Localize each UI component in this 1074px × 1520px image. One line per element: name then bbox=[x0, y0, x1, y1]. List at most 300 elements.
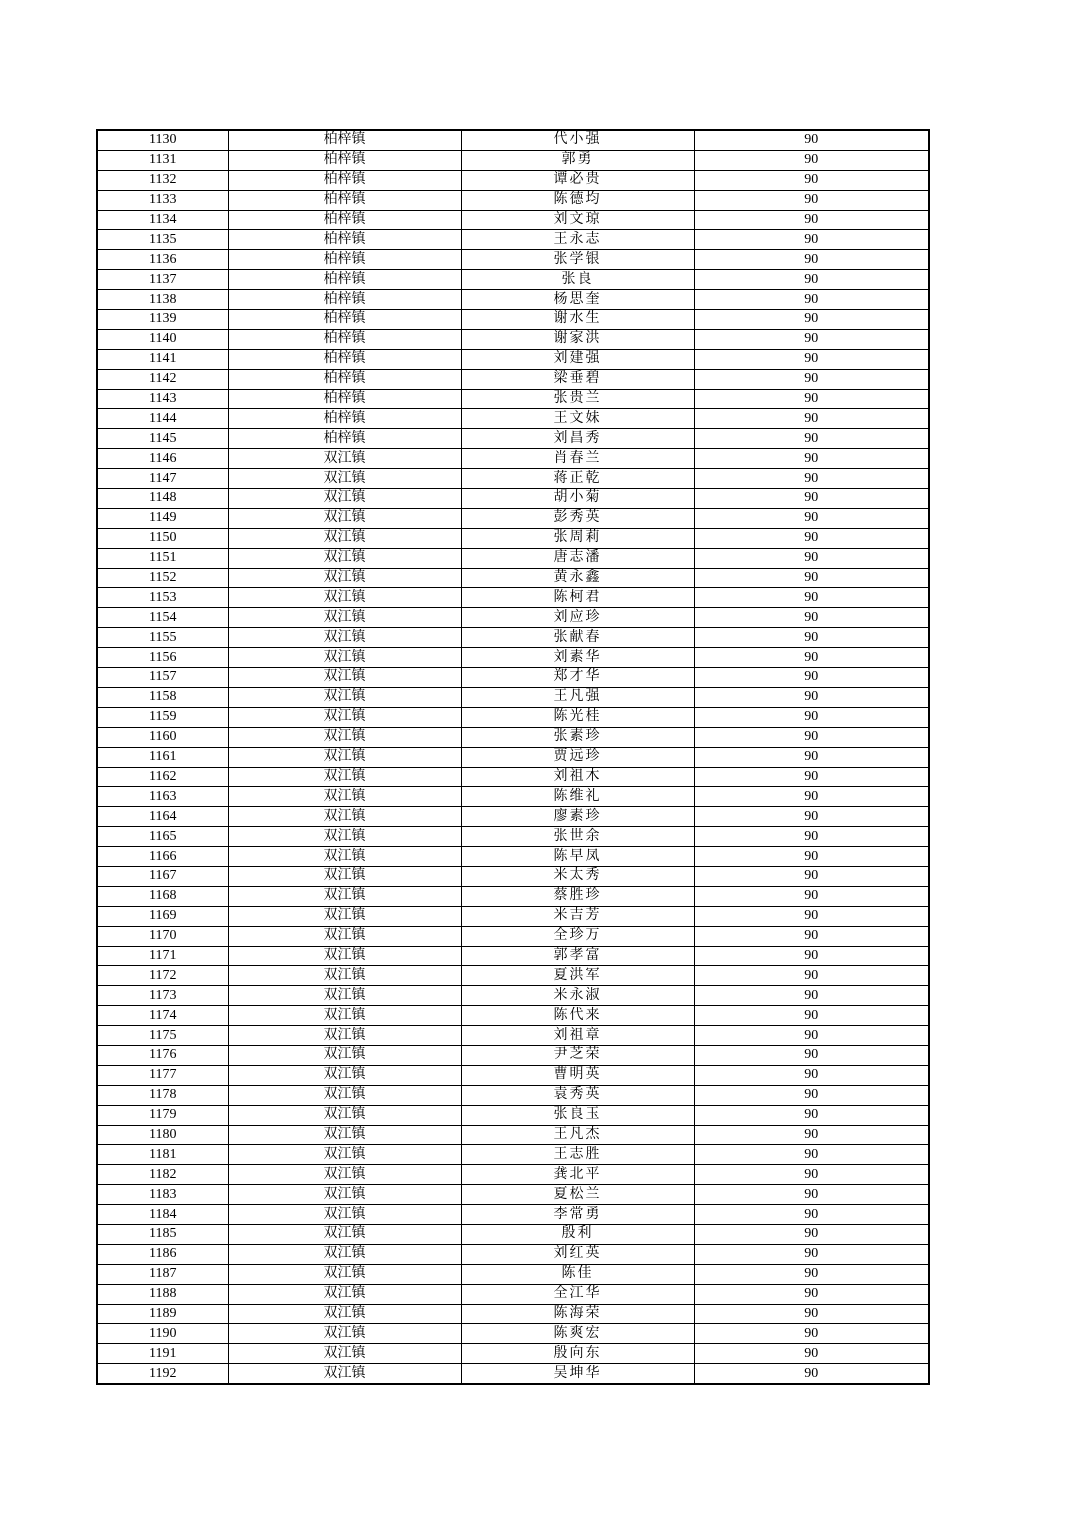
cell-town: 双江镇 bbox=[228, 1244, 461, 1264]
cell-score: 90 bbox=[694, 230, 929, 250]
cell-number: 1171 bbox=[97, 946, 228, 966]
table-row bbox=[97, 528, 929, 548]
cell-town: 双江镇 bbox=[228, 1304, 461, 1324]
table-row bbox=[97, 588, 929, 608]
cell-score: 90 bbox=[694, 469, 929, 489]
cell-number: 1185 bbox=[97, 1224, 228, 1244]
table-row bbox=[97, 668, 929, 688]
cell-town: 柏梓镇 bbox=[228, 369, 461, 389]
cell-person-name: 殷利 bbox=[461, 1224, 694, 1244]
cell-score: 90 bbox=[694, 767, 929, 787]
table-row bbox=[97, 1145, 929, 1165]
cell-score: 90 bbox=[694, 807, 929, 827]
table-row bbox=[97, 449, 929, 469]
cell-number: 1148 bbox=[97, 489, 228, 509]
cell-score: 90 bbox=[694, 1185, 929, 1205]
cell-town: 双江镇 bbox=[228, 1045, 461, 1065]
cell-town: 双江镇 bbox=[228, 926, 461, 946]
cell-town: 双江镇 bbox=[228, 469, 461, 489]
cell-number: 1182 bbox=[97, 1165, 228, 1185]
data-table bbox=[96, 129, 930, 1385]
cell-person-name: 陈佳 bbox=[461, 1264, 694, 1284]
table-row bbox=[97, 687, 929, 707]
cell-person-name: 梁垂碧 bbox=[461, 369, 694, 389]
cell-number: 1152 bbox=[97, 568, 228, 588]
cell-town: 双江镇 bbox=[228, 548, 461, 568]
cell-person-name: 王永志 bbox=[461, 230, 694, 250]
cell-town: 柏梓镇 bbox=[228, 250, 461, 270]
cell-number: 1145 bbox=[97, 429, 228, 449]
cell-number: 1174 bbox=[97, 1006, 228, 1026]
cell-score: 90 bbox=[694, 250, 929, 270]
table-row bbox=[97, 1205, 929, 1225]
table-row bbox=[97, 926, 929, 946]
cell-number: 1170 bbox=[97, 926, 228, 946]
cell-person-name: 谢水生 bbox=[461, 310, 694, 330]
table-row bbox=[97, 568, 929, 588]
cell-number: 1179 bbox=[97, 1105, 228, 1125]
cell-person-name: 张学银 bbox=[461, 250, 694, 270]
cell-number: 1191 bbox=[97, 1344, 228, 1364]
table-row bbox=[97, 250, 929, 270]
cell-number: 1186 bbox=[97, 1244, 228, 1264]
cell-town: 柏梓镇 bbox=[228, 150, 461, 170]
cell-score: 90 bbox=[694, 389, 929, 409]
cell-town: 双江镇 bbox=[228, 767, 461, 787]
cell-number: 1151 bbox=[97, 548, 228, 568]
cell-number: 1141 bbox=[97, 349, 228, 369]
cell-town: 双江镇 bbox=[228, 628, 461, 648]
cell-number: 1178 bbox=[97, 1085, 228, 1105]
cell-town: 双江镇 bbox=[228, 1125, 461, 1145]
cell-person-name: 刘建强 bbox=[461, 349, 694, 369]
cell-score: 90 bbox=[694, 1125, 929, 1145]
table-row bbox=[97, 290, 929, 310]
cell-score: 90 bbox=[694, 906, 929, 926]
cell-number: 1177 bbox=[97, 1065, 228, 1085]
cell-number: 1162 bbox=[97, 767, 228, 787]
cell-town: 柏梓镇 bbox=[228, 409, 461, 429]
table-row bbox=[97, 1105, 929, 1125]
cell-score: 90 bbox=[694, 548, 929, 568]
table-row bbox=[97, 866, 929, 886]
cell-person-name: 蒋正乾 bbox=[461, 469, 694, 489]
cell-number: 1188 bbox=[97, 1284, 228, 1304]
cell-score: 90 bbox=[694, 429, 929, 449]
table-row bbox=[97, 190, 929, 210]
cell-score: 90 bbox=[694, 528, 929, 548]
table-row bbox=[97, 389, 929, 409]
cell-person-name: 陈维礼 bbox=[461, 787, 694, 807]
cell-number: 1131 bbox=[97, 150, 228, 170]
table-row bbox=[97, 847, 929, 867]
table-row bbox=[97, 1264, 929, 1284]
cell-score: 90 bbox=[694, 1026, 929, 1046]
cell-town: 双江镇 bbox=[228, 608, 461, 628]
cell-number: 1172 bbox=[97, 966, 228, 986]
cell-person-name: 全江华 bbox=[461, 1284, 694, 1304]
cell-town: 双江镇 bbox=[228, 1006, 461, 1026]
cell-score: 90 bbox=[694, 588, 929, 608]
cell-score: 90 bbox=[694, 1105, 929, 1125]
cell-score: 90 bbox=[694, 926, 929, 946]
cell-score: 90 bbox=[694, 648, 929, 668]
table-row bbox=[97, 170, 929, 190]
cell-person-name: 胡小菊 bbox=[461, 489, 694, 509]
cell-person-name: 袁秀英 bbox=[461, 1085, 694, 1105]
cell-number: 1190 bbox=[97, 1324, 228, 1344]
cell-town: 柏梓镇 bbox=[228, 130, 461, 150]
table-row bbox=[97, 707, 929, 727]
cell-number: 1134 bbox=[97, 210, 228, 230]
cell-town: 柏梓镇 bbox=[228, 170, 461, 190]
cell-score: 90 bbox=[694, 1165, 929, 1185]
cell-score: 90 bbox=[694, 210, 929, 230]
cell-number: 1136 bbox=[97, 250, 228, 270]
table-row bbox=[97, 230, 929, 250]
cell-town: 柏梓镇 bbox=[228, 389, 461, 409]
cell-town: 双江镇 bbox=[228, 946, 461, 966]
cell-score: 90 bbox=[694, 787, 929, 807]
cell-person-name: 唐志潘 bbox=[461, 548, 694, 568]
cell-number: 1168 bbox=[97, 886, 228, 906]
cell-score: 90 bbox=[694, 1205, 929, 1225]
cell-person-name: 米吉芳 bbox=[461, 906, 694, 926]
table-row bbox=[97, 1006, 929, 1026]
cell-score: 90 bbox=[694, 946, 929, 966]
table-row bbox=[97, 946, 929, 966]
cell-number: 1143 bbox=[97, 389, 228, 409]
cell-score: 90 bbox=[694, 1324, 929, 1344]
cell-score: 90 bbox=[694, 727, 929, 747]
cell-town: 双江镇 bbox=[228, 1085, 461, 1105]
cell-number: 1166 bbox=[97, 847, 228, 867]
cell-person-name: 郑才华 bbox=[461, 668, 694, 688]
table-row bbox=[97, 966, 929, 986]
cell-town: 双江镇 bbox=[228, 1324, 461, 1344]
cell-person-name: 刘素华 bbox=[461, 648, 694, 668]
cell-score: 90 bbox=[694, 409, 929, 429]
cell-number: 1154 bbox=[97, 608, 228, 628]
cell-town: 双江镇 bbox=[228, 668, 461, 688]
table-row bbox=[97, 747, 929, 767]
table-row bbox=[97, 310, 929, 330]
cell-person-name: 王文妹 bbox=[461, 409, 694, 429]
cell-number: 1135 bbox=[97, 230, 228, 250]
cell-town: 双江镇 bbox=[228, 1165, 461, 1185]
cell-score: 90 bbox=[694, 1045, 929, 1065]
cell-person-name: 张良 bbox=[461, 270, 694, 290]
cell-score: 90 bbox=[694, 349, 929, 369]
cell-person-name: 陈早凤 bbox=[461, 847, 694, 867]
cell-person-name: 米永淑 bbox=[461, 986, 694, 1006]
cell-person-name: 张周莉 bbox=[461, 528, 694, 548]
cell-number: 1157 bbox=[97, 668, 228, 688]
cell-score: 90 bbox=[694, 827, 929, 847]
cell-score: 90 bbox=[694, 886, 929, 906]
cell-number: 1137 bbox=[97, 270, 228, 290]
cell-person-name: 张贵兰 bbox=[461, 389, 694, 409]
cell-score: 90 bbox=[694, 270, 929, 290]
table-row bbox=[97, 628, 929, 648]
cell-person-name: 刘祖章 bbox=[461, 1026, 694, 1046]
cell-town: 双江镇 bbox=[228, 747, 461, 767]
table-row bbox=[97, 270, 929, 290]
cell-number: 1130 bbox=[97, 130, 228, 150]
table-row bbox=[97, 508, 929, 528]
cell-number: 1183 bbox=[97, 1185, 228, 1205]
table-row bbox=[97, 409, 929, 429]
cell-score: 90 bbox=[694, 608, 929, 628]
cell-town: 柏梓镇 bbox=[228, 290, 461, 310]
table-row bbox=[97, 986, 929, 1006]
cell-person-name: 彭秀英 bbox=[461, 508, 694, 528]
cell-town: 柏梓镇 bbox=[228, 230, 461, 250]
cell-person-name: 谢家洪 bbox=[461, 329, 694, 349]
cell-person-name: 张世余 bbox=[461, 827, 694, 847]
cell-score: 90 bbox=[694, 747, 929, 767]
cell-town: 双江镇 bbox=[228, 1224, 461, 1244]
cell-score: 90 bbox=[694, 310, 929, 330]
cell-number: 1173 bbox=[97, 986, 228, 1006]
cell-number: 1176 bbox=[97, 1045, 228, 1065]
table-row bbox=[97, 150, 929, 170]
cell-person-name: 郭孝富 bbox=[461, 946, 694, 966]
table-row bbox=[97, 1364, 929, 1384]
cell-score: 90 bbox=[694, 1006, 929, 1026]
cell-town: 双江镇 bbox=[228, 1105, 461, 1125]
cell-score: 90 bbox=[694, 1065, 929, 1085]
cell-person-name: 刘应珍 bbox=[461, 608, 694, 628]
table-row bbox=[97, 329, 929, 349]
cell-person-name: 米太秀 bbox=[461, 866, 694, 886]
cell-person-name: 刘昌秀 bbox=[461, 429, 694, 449]
cell-score: 90 bbox=[694, 1304, 929, 1324]
cell-town: 柏梓镇 bbox=[228, 310, 461, 330]
cell-town: 双江镇 bbox=[228, 588, 461, 608]
table-row bbox=[97, 429, 929, 449]
cell-person-name: 谭必贵 bbox=[461, 170, 694, 190]
cell-number: 1167 bbox=[97, 866, 228, 886]
cell-score: 90 bbox=[694, 489, 929, 509]
cell-person-name: 代小强 bbox=[461, 130, 694, 150]
cell-score: 90 bbox=[694, 668, 929, 688]
cell-score: 90 bbox=[694, 1145, 929, 1165]
table-row bbox=[97, 807, 929, 827]
cell-person-name: 王凡强 bbox=[461, 687, 694, 707]
table-row bbox=[97, 349, 929, 369]
table-row bbox=[97, 1125, 929, 1145]
cell-person-name: 贾远珍 bbox=[461, 747, 694, 767]
cell-person-name: 夏松兰 bbox=[461, 1185, 694, 1205]
cell-town: 双江镇 bbox=[228, 1364, 461, 1384]
cell-person-name: 夏洪军 bbox=[461, 966, 694, 986]
cell-number: 1158 bbox=[97, 687, 228, 707]
cell-town: 双江镇 bbox=[228, 1264, 461, 1284]
cell-score: 90 bbox=[694, 130, 929, 150]
cell-score: 90 bbox=[694, 1244, 929, 1264]
table-row bbox=[97, 1284, 929, 1304]
cell-number: 1184 bbox=[97, 1205, 228, 1225]
table-row bbox=[97, 1324, 929, 1344]
cell-town: 双江镇 bbox=[228, 648, 461, 668]
cell-town: 双江镇 bbox=[228, 1065, 461, 1085]
cell-town: 柏梓镇 bbox=[228, 329, 461, 349]
cell-number: 1156 bbox=[97, 648, 228, 668]
cell-number: 1187 bbox=[97, 1264, 228, 1284]
table-row bbox=[97, 469, 929, 489]
cell-town: 双江镇 bbox=[228, 568, 461, 588]
table-row bbox=[97, 906, 929, 926]
table-row bbox=[97, 727, 929, 747]
cell-score: 90 bbox=[694, 1264, 929, 1284]
cell-score: 90 bbox=[694, 150, 929, 170]
cell-score: 90 bbox=[694, 1085, 929, 1105]
cell-town: 双江镇 bbox=[228, 449, 461, 469]
table-row bbox=[97, 1085, 929, 1105]
table-row bbox=[97, 1045, 929, 1065]
cell-person-name: 龚北平 bbox=[461, 1165, 694, 1185]
cell-score: 90 bbox=[694, 329, 929, 349]
cell-person-name: 陈爽宏 bbox=[461, 1324, 694, 1344]
cell-score: 90 bbox=[694, 369, 929, 389]
cell-town: 双江镇 bbox=[228, 489, 461, 509]
cell-number: 1144 bbox=[97, 409, 228, 429]
table-row bbox=[97, 548, 929, 568]
cell-town: 双江镇 bbox=[228, 1205, 461, 1225]
cell-town: 双江镇 bbox=[228, 966, 461, 986]
cell-person-name: 陈柯君 bbox=[461, 588, 694, 608]
cell-score: 90 bbox=[694, 508, 929, 528]
cell-person-name: 廖素珍 bbox=[461, 807, 694, 827]
table-row bbox=[97, 827, 929, 847]
cell-person-name: 郭勇 bbox=[461, 150, 694, 170]
cell-town: 双江镇 bbox=[228, 847, 461, 867]
cell-number: 1192 bbox=[97, 1364, 228, 1384]
cell-person-name: 张献春 bbox=[461, 628, 694, 648]
cell-town: 柏梓镇 bbox=[228, 270, 461, 290]
cell-number: 1165 bbox=[97, 827, 228, 847]
cell-town: 柏梓镇 bbox=[228, 349, 461, 369]
cell-town: 双江镇 bbox=[228, 727, 461, 747]
cell-number: 1146 bbox=[97, 449, 228, 469]
cell-person-name: 陈光桂 bbox=[461, 707, 694, 727]
cell-number: 1149 bbox=[97, 508, 228, 528]
table-body bbox=[97, 130, 929, 1384]
cell-person-name: 陈德均 bbox=[461, 190, 694, 210]
table-row bbox=[97, 489, 929, 509]
cell-person-name: 王志胜 bbox=[461, 1145, 694, 1165]
cell-number: 1181 bbox=[97, 1145, 228, 1165]
cell-number: 1180 bbox=[97, 1125, 228, 1145]
cell-number: 1140 bbox=[97, 329, 228, 349]
cell-town: 双江镇 bbox=[228, 1344, 461, 1364]
cell-number: 1138 bbox=[97, 290, 228, 310]
cell-person-name: 殷向东 bbox=[461, 1344, 694, 1364]
cell-person-name: 刘红英 bbox=[461, 1244, 694, 1264]
cell-number: 1155 bbox=[97, 628, 228, 648]
cell-score: 90 bbox=[694, 290, 929, 310]
cell-score: 90 bbox=[694, 1284, 929, 1304]
table-row bbox=[97, 767, 929, 787]
cell-number: 1175 bbox=[97, 1026, 228, 1046]
cell-town: 柏梓镇 bbox=[228, 210, 461, 230]
cell-town: 双江镇 bbox=[228, 807, 461, 827]
table-row bbox=[97, 1344, 929, 1364]
cell-town: 双江镇 bbox=[228, 508, 461, 528]
cell-number: 1163 bbox=[97, 787, 228, 807]
cell-person-name: 吴坤华 bbox=[461, 1364, 694, 1384]
cell-number: 1164 bbox=[97, 807, 228, 827]
cell-number: 1159 bbox=[97, 707, 228, 727]
cell-person-name: 全珍万 bbox=[461, 926, 694, 946]
cell-number: 1169 bbox=[97, 906, 228, 926]
cell-number: 1160 bbox=[97, 727, 228, 747]
cell-score: 90 bbox=[694, 190, 929, 210]
cell-score: 90 bbox=[694, 449, 929, 469]
cell-town: 双江镇 bbox=[228, 528, 461, 548]
cell-person-name: 刘祖木 bbox=[461, 767, 694, 787]
cell-score: 90 bbox=[694, 966, 929, 986]
cell-score: 90 bbox=[694, 707, 929, 727]
cell-person-name: 张良玉 bbox=[461, 1105, 694, 1125]
cell-town: 双江镇 bbox=[228, 827, 461, 847]
cell-town: 双江镇 bbox=[228, 787, 461, 807]
table-row bbox=[97, 130, 929, 150]
cell-score: 90 bbox=[694, 847, 929, 867]
cell-score: 90 bbox=[694, 986, 929, 1006]
table-row bbox=[97, 1026, 929, 1046]
cell-town: 双江镇 bbox=[228, 1145, 461, 1165]
table-row bbox=[97, 1244, 929, 1264]
cell-number: 1132 bbox=[97, 170, 228, 190]
table-row bbox=[97, 1065, 929, 1085]
cell-person-name: 杨思奎 bbox=[461, 290, 694, 310]
table-row bbox=[97, 648, 929, 668]
cell-score: 90 bbox=[694, 170, 929, 190]
table-row bbox=[97, 886, 929, 906]
table-row bbox=[97, 1304, 929, 1324]
cell-town: 双江镇 bbox=[228, 866, 461, 886]
cell-person-name: 陈海荣 bbox=[461, 1304, 694, 1324]
cell-town: 双江镇 bbox=[228, 1185, 461, 1205]
cell-person-name: 王凡杰 bbox=[461, 1125, 694, 1145]
cell-person-name: 刘文琼 bbox=[461, 210, 694, 230]
table-row bbox=[97, 210, 929, 230]
cell-person-name: 尹芝荣 bbox=[461, 1045, 694, 1065]
cell-number: 1150 bbox=[97, 528, 228, 548]
cell-town: 双江镇 bbox=[228, 886, 461, 906]
cell-town: 柏梓镇 bbox=[228, 429, 461, 449]
cell-person-name: 曹明英 bbox=[461, 1065, 694, 1085]
cell-score: 90 bbox=[694, 866, 929, 886]
cell-town: 柏梓镇 bbox=[228, 190, 461, 210]
cell-number: 1153 bbox=[97, 588, 228, 608]
cell-town: 双江镇 bbox=[228, 1026, 461, 1046]
table-row bbox=[97, 608, 929, 628]
cell-score: 90 bbox=[694, 687, 929, 707]
cell-town: 双江镇 bbox=[228, 906, 461, 926]
cell-person-name: 黄永鑫 bbox=[461, 568, 694, 588]
cell-town: 双江镇 bbox=[228, 707, 461, 727]
cell-number: 1189 bbox=[97, 1304, 228, 1324]
cell-score: 90 bbox=[694, 1344, 929, 1364]
table-row bbox=[97, 1224, 929, 1244]
cell-town: 双江镇 bbox=[228, 1284, 461, 1304]
cell-person-name: 肖春兰 bbox=[461, 449, 694, 469]
cell-number: 1139 bbox=[97, 310, 228, 330]
cell-number: 1142 bbox=[97, 369, 228, 389]
